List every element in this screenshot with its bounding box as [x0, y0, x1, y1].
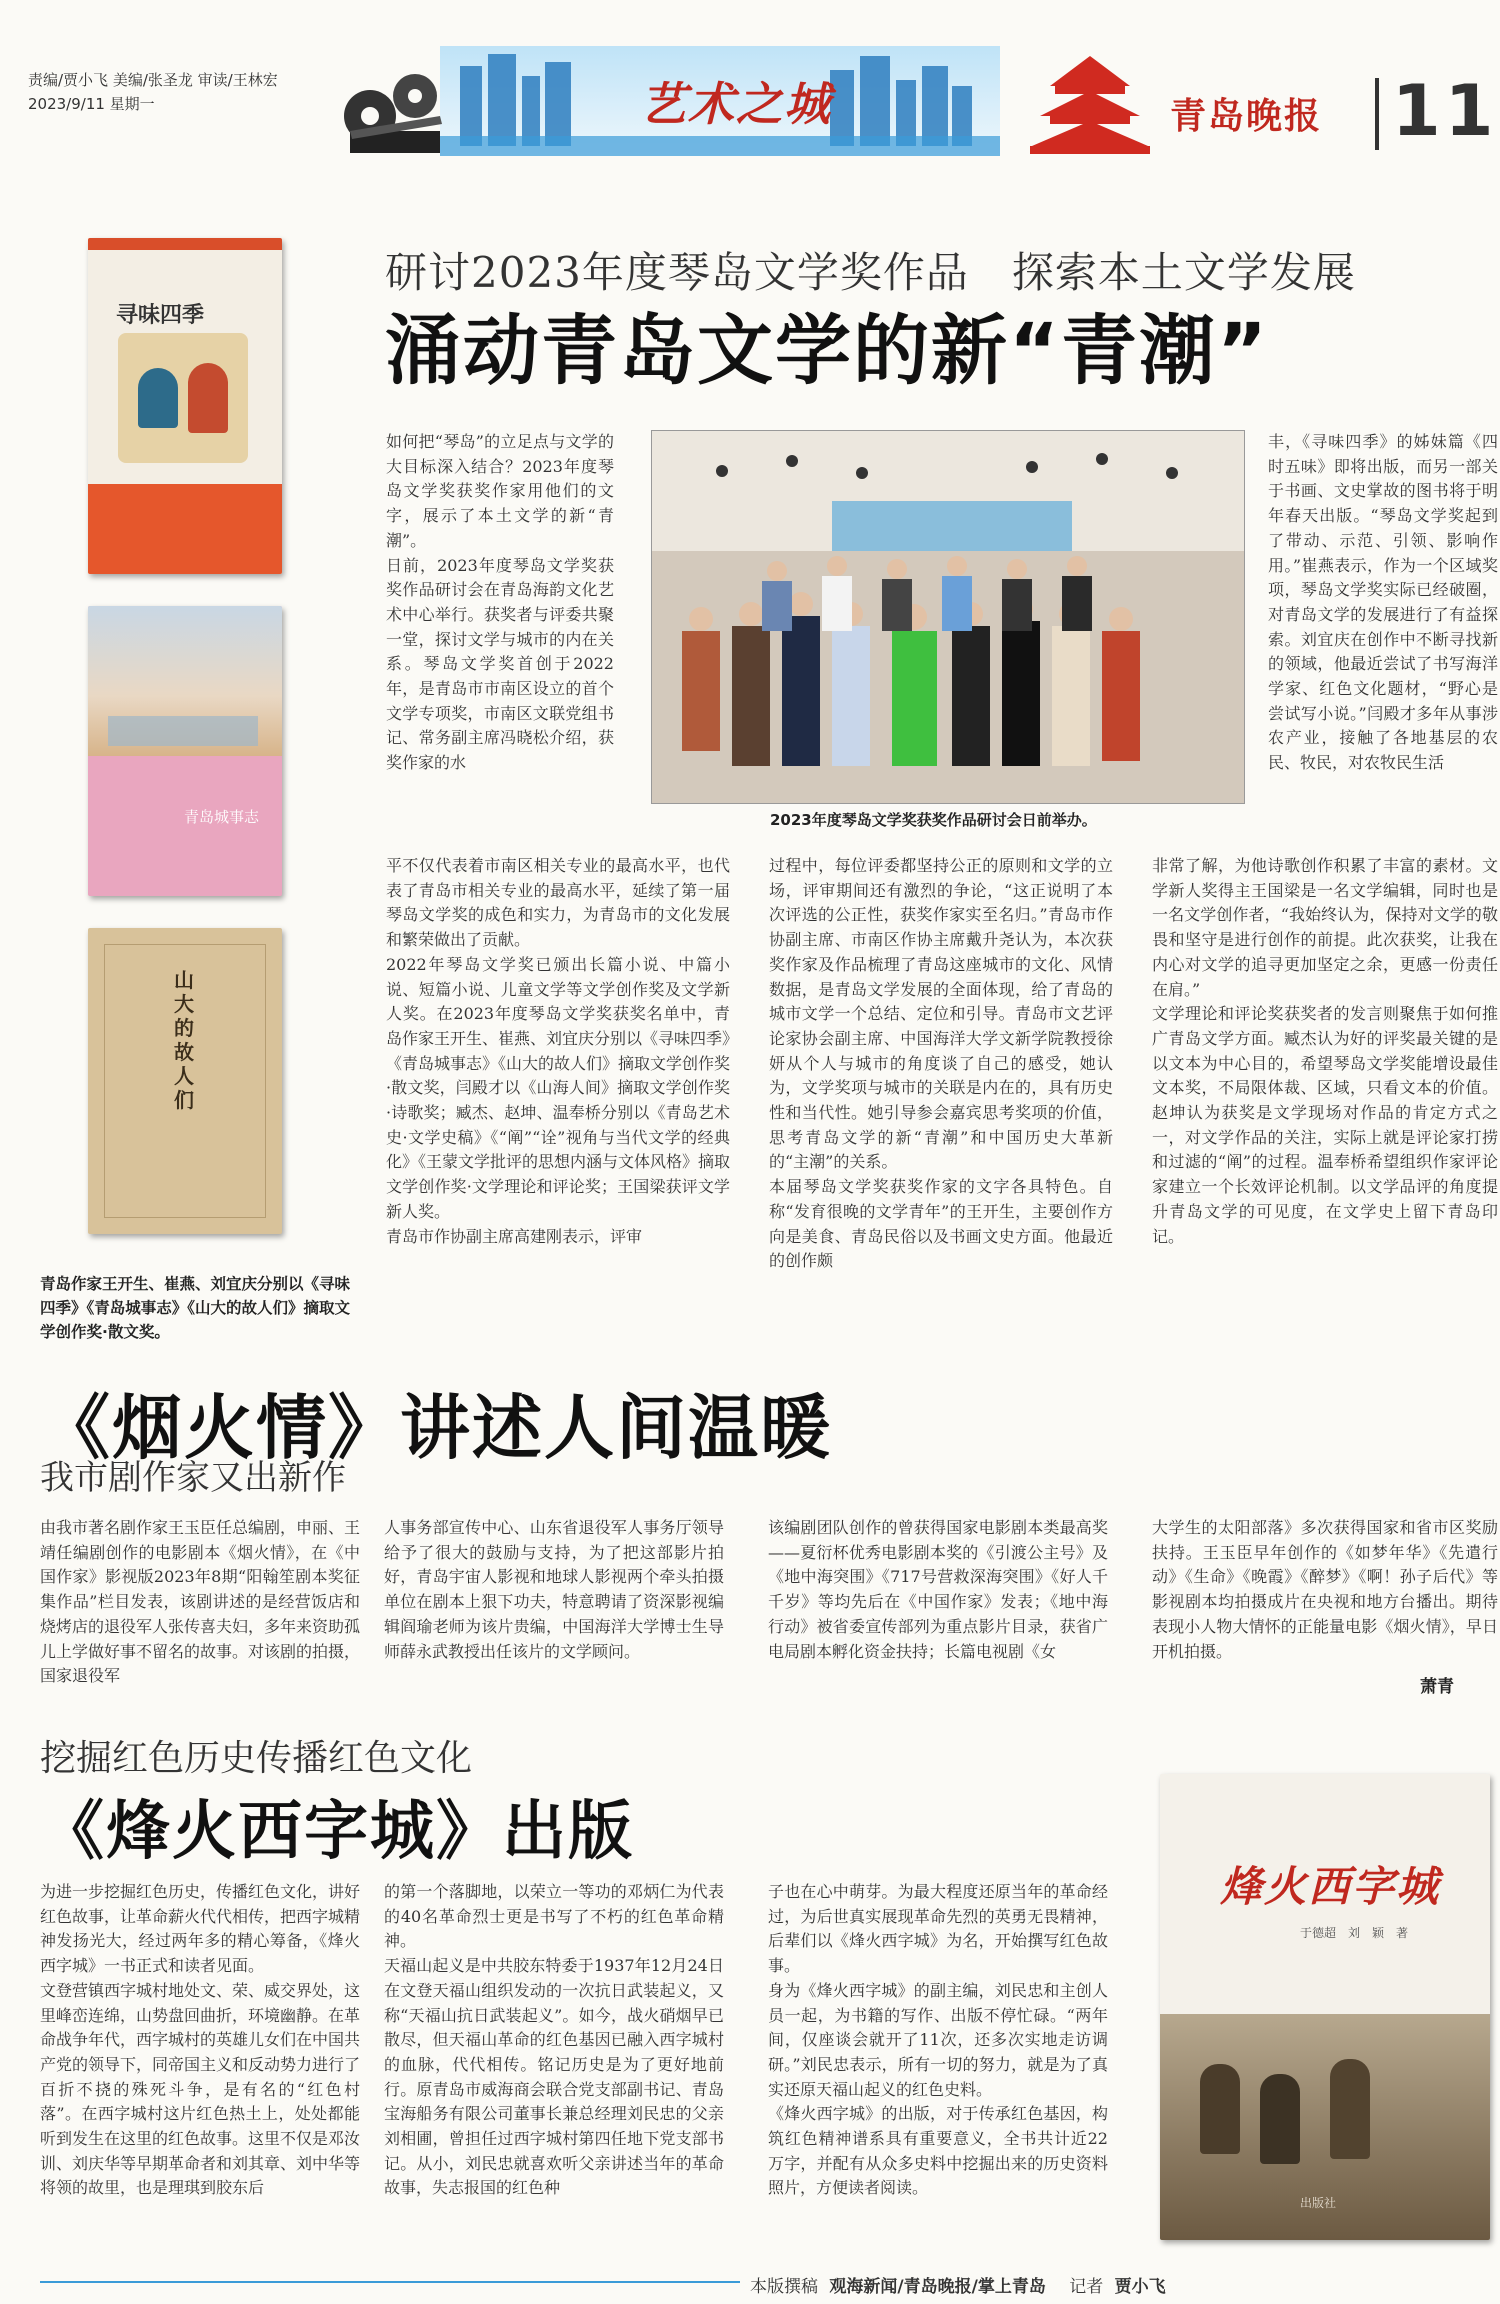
- page-divider: [1375, 78, 1379, 150]
- photo-caption: 2023年度琴岛文学奖获奖作品研讨会日前举办。: [770, 811, 1097, 829]
- article1-col1-cont: 平不仅代表着市南区相关专业的最高水平，也代表了青岛市相关专业的最高水平，延续了第一届琴岛文学奖的成色和实力，为青岛市的文化发展和繁荣做出了贡献。 2022年琴岛文学奖已颁出长篇小说、中篇小说、短篇小说、儿童文学等文学创作奖及文学新人奖。在2023年度琴岛文学奖获奖名单中，青岛作家王开生、崔燕、刘宜庆分别以《寻味四季》《青岛城事志》《山大的故人们》摘取文学创作奖·散文奖，闫殿才以《山海人间》摘取文学创作奖·诗歌奖；臧杰、赵坤、温奉桥分别以《青岛艺术史·文学史稿》《“阐”“诠”视角与当代文学的经典化》《王蒙文学批评的思想内涵与文体风格》摘取文学创作奖·文学理论和评论奖；王国梁获评文学新人奖。 青岛市作协副主席高建刚表示，评审: [386, 856, 731, 1246]
- footer-reporter: 贾小飞: [1114, 2277, 1166, 2297]
- editor-credits: [28, 68, 278, 116]
- footer-reporter-label: 记者: [1069, 2277, 1104, 2297]
- article3-col3: 子也在心中萌芽。为最大程度还原当年的革命经过，为后世真实展现革命先烈的英勇无畏精神，后辈们以《烽火西字城》为名，开始撰写红色故事。 身为《烽火西字城》的副主编，刘民忠和主创人员一起，为书籍的写作、出版不停忙碌。“两年间，仅座谈会就开了11次，还多次实地走访调研。”刘民忠表示，所有一切的努力，就是为了真实还原天福山起义的红色史料。 《烽火西字城》的出版，对于传承红色基因，构筑红色精神谱系具有重要意义，全书共计近22万字，并配有从众多史料中挖掘出来的历史资料照片，方便读者阅读。: [768, 1882, 1108, 2198]
- article2-subhead: 我市剧作家又出新作: [40, 1458, 346, 1498]
- footer-outlets: 观海新闻/青岛晚报/掌上青岛: [829, 2277, 1046, 2297]
- book-cover-shanda: [88, 928, 282, 1234]
- article3-col1: 为进一步挖掘红色历史，传播红色文化，讲好红色故事，让革命薪火代代相传，把西字城精神发扬光大，经过两年多的精心筹备，《烽火西字城》一书正式和读者见面。 文登营镇西字城村地处文、荣、威交界处，这里峰峦连绵，山势盘回曲折，环境幽静。在革命战争年代，西字城村的英雄儿女们在中国共产党的领导下，同帝国主义和反动势力进行了百折不挠的殊死斗争，是有名的“红色村落”。在西字城村这片红色热土上，处处都能听到发生在这里的红色故事。这里不仅是邓汝训、刘庆华等早期革命者和刘其章、刘中华等将领的故里，也是理琪到胶东后: [40, 1882, 361, 2198]
- article3-kicker: 挖掘红色历史传播红色文化: [40, 1738, 473, 1779]
- editors-line: 责编/贾小飞 美编/张圣龙 审读/王林宏: [28, 71, 278, 89]
- article1-kicker: 研讨2023年度琴岛文学奖作品 探索本土文学发展: [385, 248, 1356, 297]
- article1-col1: 如何把“琴岛”的立足点与文学的大目标深入结合？2023年度琴岛文学奖获奖作家用他们的文字，展示了本土文学的新“青潮”。 日前，2023年度琴岛文学奖获奖作品研讨会在青岛海韵文化艺术中心举行。获奖者与评委共聚一堂，探讨文学与城市的内在关系。琴岛文学奖首创于2022年，是青岛市市南区设立的首个文学专项奖，市南区文联党组书记、常务副主席冯晓松介绍，获奖作家的水: [386, 432, 614, 773]
- book-title: 烽火西字城: [1220, 1862, 1441, 1911]
- book-cover-chengshizhi: [88, 606, 282, 896]
- article2-col3: 该编剧团队创作的曾获得国家电影剧本类最高奖——夏衍杯优秀电影剧本奖的《引渡公主号》及《地中海突围》《717号营救深海突围》《好人千千岁》等均先后在《中国作家》发表；《地中海行动》被省委宣传部列为重点影片目录，获省广电局剧本孵化资金扶持；长篇电视剧《女: [768, 1518, 1108, 1661]
- date-line: 2023/9/11 星期一: [28, 95, 155, 113]
- article1-col3-top: 丰，《寻味四季》的姊妹篇《四时五味》即将出版，而另一部关于书画、文史掌故的图书将于明年春天出版。“琴岛文学奖起到了带动、示范、引领、影响作用。”崔燕表示，作为一个区域奖项，琴岛文学奖实际已经破圈，对青岛文学的发展进行了有益探索。刘宜庆在创作中不断寻找新的领域，他最近尝试了书写海洋学家、红色文化题材，“野心是尝试写小说。”闫殿才多年从事涉农产业，接触了各地基层的农民、牧民，对农牧民生活: [1268, 432, 1498, 773]
- book-cover-xunwei: [88, 238, 282, 574]
- book-title: 寻味四季: [116, 302, 205, 328]
- article1-headline: 涌动青岛文学的新“青潮”: [385, 306, 1269, 395]
- article2-col1: 由我市著名剧作家王玉臣任总编剧，申丽、王靖任编剧创作的电影剧本《烟火情》，在《中国作家》影视版2023年8期“阳翰笙剧本奖征集作品”栏目发表，该剧讲述的是经营饭店和烧烤店的退役军人张传喜夫妇，多年来资助孤儿上学做好事不留名的故事。对该剧的拍摄，国家退役军: [40, 1518, 361, 1686]
- book-authors: 于德超 刘 颖 著: [1300, 1926, 1409, 1940]
- article3-col2: 的第一个落脚地，以荣立一等功的邓炳仁为代表的40名革命烈士更是书写了不朽的红色革命精神。 天福山起义是中共胶东特委于1937年12月24日在文登天福山组织发动的一次抗日武装起义，又称“天福山抗日武装起义”。如今，战火硝烟早已散尽，但天福山革命的红色基因已融入西字城村的血脉，代代相传。铭记历史是为了更好地前行。原青岛市威海商会联合党支部副书记、青岛宝海船务有限公司董事长兼总经理刘民忠的父亲刘相圃，曾担任过西字城村第四任地下党支部书记。从小，刘民忠就喜欢听父亲讲述当年的革命故事，失志报国的红色种: [384, 1882, 724, 2198]
- book-publisher: 出版社: [1300, 2196, 1337, 2210]
- page-number: 11: [1392, 70, 1498, 152]
- article2-col2: 人事务部宣传中心、山东省退役军人事务厅领导给予了很大的鼓励与支持，为了把这部影片拍好，青岛宇宙人影视和地球人影视两个牵头拍摄单位在剧本上狠下功夫，特意聘请了资深影视编辑阎瑜老师为该片贵编，中国海洋大学博士生导师薛永武教授出任该片的文学顾问。: [384, 1518, 724, 1661]
- article2-headline: 《烟火情》讲述人间温暖: [40, 1387, 832, 1469]
- group-photo-image: [652, 431, 1244, 803]
- book-title: 山大的故人们: [174, 968, 194, 1112]
- article2-author: 萧青: [1420, 1677, 1454, 1697]
- article2-col4: 大学生的太阳部落》多次获得国家和省市区奖励扶持。王玉臣早年创作的《如梦年华》《先遣行动》《生命》《晚霞》《醉梦》《啊！孙子后代》等影视剧本均拍摄成片在央视和地方台播出。期待表现小人物大情怀的正能量电影《烟火情》，早日开机拍摄。: [1152, 1518, 1498, 1661]
- article1-col3-cont: 非常了解，为他诗歌创作积累了丰富的素材。文学新人奖得主王国梁是一名文学编辑，同时也是一名文学创作者，“我始终认为，保持对文学的敬畏和坚守是进行创作的前提。此次获奖，让我在内心对文学的追寻更加坚定之余，更感一份责任在肩。” 文学理论和评论奖获奖者的发言则聚焦于如何推广青岛文学方面。臧杰认为好的评奖最关键的是以文本为中心目的，希望琴岛文学奖能增设最佳文本奖，不局限体裁、区域，只看文本的价值。赵坤认为获奖是文学现场对作品的肯定方式之一，对文学作品的关注，实际上就是评论家打捞和过滤的“阐”的过程。温奉桥希望组织作家评论家建立一个长效评论机制。以文学品评的角度提升青岛文学的可见度，在文学史上留下青岛印记。: [1152, 856, 1498, 1246]
- footer-rule: [40, 2281, 740, 2283]
- footer-label: 本版撰稿: [750, 2277, 818, 2297]
- book-caption: 青岛作家王开生、崔燕、刘宜庆分别以《寻味四季》《青岛城事志》《山大的故人们》摘取文学创作奖·散文奖。: [40, 1275, 351, 1341]
- footer-credits: [750, 2272, 1166, 2297]
- paper-name: 青岛晚报: [1170, 95, 1323, 137]
- book-title: 青岛城事志: [184, 808, 260, 826]
- book-cover-fenghuo: [1160, 1774, 1490, 2240]
- article3-headline: 《烽火西字城》出版: [40, 1795, 634, 1869]
- section-name: 艺术之城: [640, 77, 832, 131]
- event-photo: [651, 430, 1245, 804]
- article1-col2: 过程中，每位评委都坚持公正的原则和文学的立场，评审期间还有激烈的争论，“这正说明了本次评选的公正性，获奖作家实至名归。”青岛市作协副主席、市南区作协主席戴升尧认为，本次获奖作家及作品梳理了青岛这座城市的文化、风情数据，是青岛文学发展的全面体现，给了青岛的城市文学一个总结、定位和引导。青岛市文艺评论家协会副主席、中国海洋大学文新学院教授徐妍从个人与城市的角度谈了自己的感受，她认为，文学奖项与城市的关联是内在的，具有历史性和当代性。她引导参会嘉宾思考奖项的价值，思考青岛文学的新“青潮”和中国历史大革新的“主潮”的关系。 本届琴岛文学奖获奖作家的文字各具特色。自称“发育很晚的文学青年”的王开生，主要创作方向是美食、青岛民俗以及书画文史方面。他最近的创作颇: [769, 856, 1113, 1271]
